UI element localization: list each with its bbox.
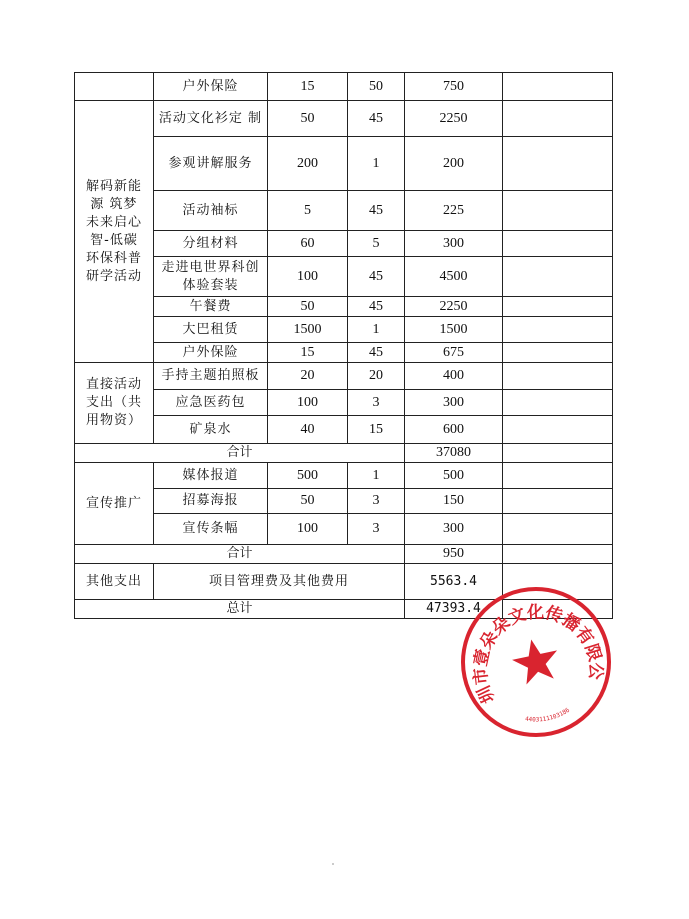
unit-price-cell: 50 — [268, 489, 348, 514]
category-line: 未来启心 — [85, 214, 142, 230]
quantity-cell: 45 — [348, 343, 405, 363]
unit-price-cell: 100 — [268, 257, 348, 297]
amount-cell: 1500 — [405, 317, 503, 343]
table-row — [75, 297, 613, 317]
item-cell: 活动袖标 — [154, 191, 268, 231]
unit-price-cell: 1500 — [268, 317, 348, 343]
item-cell: 项目管理费及其他费用 — [154, 564, 405, 600]
note-cell — [503, 101, 613, 137]
note-cell — [503, 545, 613, 564]
subtotal-label: 合计 — [75, 444, 405, 463]
quantity-cell: 3 — [348, 390, 405, 416]
table-row — [75, 514, 613, 545]
quantity-cell: 45 — [348, 257, 405, 297]
seal-star — [509, 635, 563, 687]
grand-total-amount: 47393.4 — [405, 600, 503, 619]
unit-price-cell: 50 — [268, 101, 348, 137]
note-cell — [503, 363, 613, 390]
table-row — [75, 137, 613, 191]
table-row — [75, 489, 613, 514]
amount-cell: 750 — [405, 73, 503, 101]
company-seal — [456, 582, 616, 742]
category-line: 研学活动 — [85, 268, 142, 284]
amount-cell: 600 — [405, 416, 503, 444]
category-line: 环保科普 — [85, 250, 142, 266]
unit-price-cell: 15 — [268, 73, 348, 101]
category-line: 智-低碳 — [90, 232, 138, 248]
unit-price-cell: 20 — [268, 363, 348, 390]
table-row — [75, 363, 613, 390]
table-row — [75, 463, 613, 489]
unit-price-cell: 500 — [268, 463, 348, 489]
quantity-cell: 1 — [348, 463, 405, 489]
item-cell: 户外保险 — [154, 73, 268, 101]
category-cell-other: 其他支出 — [75, 564, 154, 600]
amount-cell: 300 — [405, 231, 503, 257]
subtotal-label: 合计 — [75, 545, 405, 564]
note-cell — [503, 343, 613, 363]
subtotal-amount: 950 — [405, 545, 503, 564]
quantity-cell: 15 — [348, 416, 405, 444]
quantity-cell: 50 — [348, 73, 405, 101]
quantity-cell: 5 — [348, 231, 405, 257]
seal-number: 4403111103186 — [524, 706, 572, 724]
item-cell: 宣传条幅 — [154, 514, 268, 545]
category-line: 支出（共 — [85, 395, 142, 410]
quantity-cell: 1 — [348, 137, 405, 191]
note-cell — [503, 73, 613, 101]
note-cell — [503, 416, 613, 444]
table-row — [75, 257, 613, 297]
quantity-cell: 20 — [348, 363, 405, 390]
note-cell — [503, 444, 613, 463]
table-row — [75, 191, 613, 231]
category-line: 直接活动 — [85, 377, 142, 392]
quantity-cell: 45 — [348, 297, 405, 317]
category-cell-shared — [75, 363, 154, 444]
quantity-cell: 3 — [348, 514, 405, 545]
note-cell — [503, 514, 613, 545]
item-cell: 参观讲解服务 — [154, 137, 268, 191]
amount-cell: 300 — [405, 390, 503, 416]
category-line: 解码新能 — [85, 178, 142, 194]
table-row — [75, 343, 613, 363]
item-cell: 午餐费 — [154, 297, 268, 317]
item-cell — [154, 257, 268, 297]
amount-cell: 200 — [405, 137, 503, 191]
quantity-cell: 45 — [348, 191, 405, 231]
table-row — [75, 390, 613, 416]
page-mark — [332, 863, 334, 865]
note-cell — [503, 231, 613, 257]
item-cell: 户外保险 — [154, 343, 268, 363]
unit-price-cell: 200 — [268, 137, 348, 191]
note-cell — [503, 137, 613, 191]
item-line: 走进电世界科创 — [161, 259, 260, 275]
category-cell-continued — [75, 73, 154, 101]
table-row — [75, 416, 613, 444]
unit-price-cell: 5 — [268, 191, 348, 231]
category-cell-publicity: 宣传推广 — [75, 463, 154, 545]
note-cell — [503, 489, 613, 514]
note-cell — [503, 390, 613, 416]
item-cell: 大巴租赁 — [154, 317, 268, 343]
amount-cell: 5563.4 — [405, 564, 503, 600]
quantity-cell: 45 — [348, 101, 405, 137]
unit-price-cell: 40 — [268, 416, 348, 444]
quantity-cell: 3 — [348, 489, 405, 514]
category-line: 源 筑梦 — [90, 196, 138, 212]
amount-cell: 300 — [405, 514, 503, 545]
amount-cell: 675 — [405, 343, 503, 363]
unit-price-cell: 100 — [268, 390, 348, 416]
subtotal-amount: 37080 — [405, 444, 503, 463]
amount-cell: 2250 — [405, 297, 503, 317]
unit-price-cell: 50 — [268, 297, 348, 317]
item-cell: 应急医药包 — [154, 390, 268, 416]
amount-cell: 2250 — [405, 101, 503, 137]
seal-company-name: 深圳市壹朵朵文化传播有限公司 — [470, 602, 606, 707]
item-cell: 分组材料 — [154, 231, 268, 257]
amount-cell: 225 — [405, 191, 503, 231]
grand-total-label: 总计 — [75, 600, 405, 619]
item-cell: 矿泉水 — [154, 416, 268, 444]
unit-price-cell: 60 — [268, 231, 348, 257]
note-cell — [503, 297, 613, 317]
note-cell — [503, 463, 613, 489]
category-cell-activity — [75, 101, 154, 363]
note-cell — [503, 317, 613, 343]
item-line: 体验套装 — [182, 277, 239, 293]
item-cell: 活动文化衫定 制 — [154, 101, 268, 137]
amount-cell: 500 — [405, 463, 503, 489]
subtotal-row — [75, 444, 613, 463]
amount-cell: 150 — [405, 489, 503, 514]
subtotal-row — [75, 545, 613, 564]
amount-cell: 400 — [405, 363, 503, 390]
unit-price-cell: 15 — [268, 343, 348, 363]
table-row — [75, 231, 613, 257]
note-cell — [503, 257, 613, 297]
unit-price-cell: 100 — [268, 514, 348, 545]
item-cell: 媒体报道 — [154, 463, 268, 489]
note-cell — [503, 191, 613, 231]
amount-cell: 4500 — [405, 257, 503, 297]
budget-table — [74, 72, 613, 619]
table-row — [75, 73, 613, 101]
table-row — [75, 317, 613, 343]
table-row — [75, 101, 613, 137]
quantity-cell: 1 — [348, 317, 405, 343]
category-line: 用物资） — [85, 413, 142, 428]
item-cell: 招募海报 — [154, 489, 268, 514]
item-cell: 手持主题拍照板 — [154, 363, 268, 390]
